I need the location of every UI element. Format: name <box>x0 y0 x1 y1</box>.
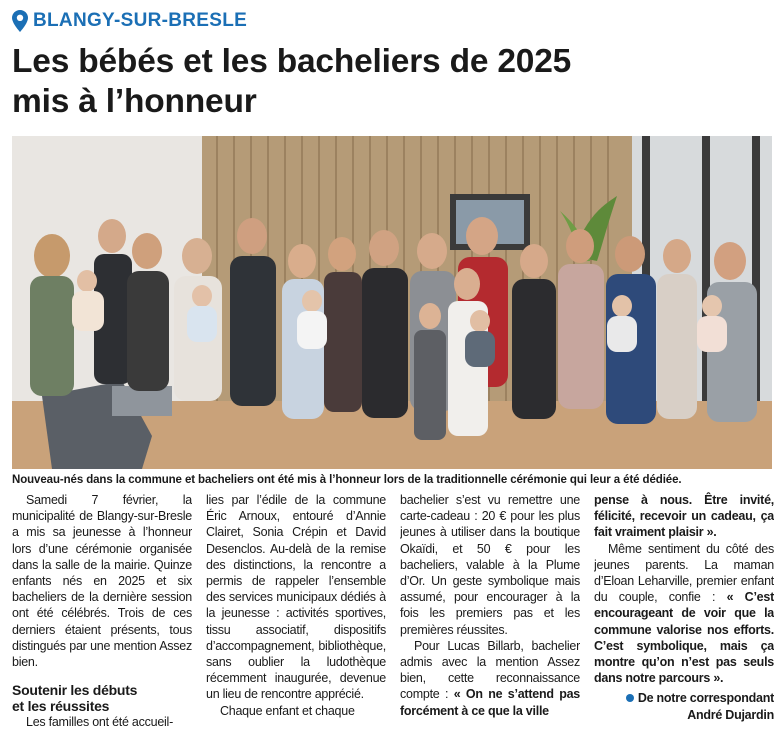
bullet-icon <box>626 694 634 702</box>
photo-caption: Nouveau-nés dans la commune et bacheliers ont été mis à l’honneur lors de la traditionnelle cérémonie qui leur a été dédiée. <box>12 474 682 486</box>
map-pin-icon <box>12 10 28 32</box>
quote: « On ne s’attend pas forcément à ce que la ville <box>400 687 580 718</box>
paragraph: Samedi 7 février, la municipalité de Blangy-sur-Bresle a mis sa jeunesse à l’honneur lors d’une cérémonie organisée dans la salle de la mairie. Quinze enfants nés en 2025 et six bacheliers de la dernière session ont été célébrés. Trois de ces derniers étaient présents, tous distingués par une mention Assez bien. <box>12 493 192 670</box>
paragraph <box>594 541 774 687</box>
article-column-4 <box>594 492 774 742</box>
subheading-line-2: et les réussites <box>12 698 110 715</box>
paragraph: Les familles ont été accueil- <box>26 715 173 730</box>
byline <box>594 690 774 722</box>
paragraph: Chaque enfant et chaque <box>220 703 355 718</box>
group-photo <box>12 136 772 469</box>
paragraph-text: Pour Lucas Billarb, bachelier admis avec la mention Assez bien, cette reconnaissance compte : <box>400 638 580 702</box>
article-body <box>12 492 774 742</box>
article-column-2 <box>206 492 386 742</box>
paragraph: lies par l’édile de la commune Éric Arnoux, entouré d’Annie Clairet, Sonia Crépin et David Desenclos. Au-delà de la remise des distinctions, la rencontre a permis de rappeler l’ensemble des services municipaux dédiés à la jeunesse : activités sportives, tissu associatif, dispositifs d’accompagnement, bibliothèque, sans oublier la ludothèque récemment inaugurée, devenue un lieu de rencontre apprécié. <box>206 493 386 702</box>
byline-author: André Dujardin <box>687 707 774 722</box>
byline-role: De notre correspondant <box>637 691 774 706</box>
quote: pense à nous. Être invité, félicité, recevoir un cadeau, ça fait vraiment plaisir ». <box>594 493 774 540</box>
quote: « C’est encourageant de voir que la commune valorise nos efforts. C’est symbolique, mais ça montre qu’on n’est pas seuls dans notre parcours ». <box>594 590 774 686</box>
location-label: BLANGY-SUR-BRESLE <box>33 10 248 31</box>
paragraph: bachelier s’est vu remettre une carte-cadeau : 20 € pour les plus jeunes à utiliser dans la boutique Okaïdi, et 50 € pour les bacheliers, valable à la Plume d’Or. Un geste symbolique mais assumé, pour encourager à la fois les premiers pas et les premières réussites. <box>400 493 580 637</box>
headline-line-2: mis à l’honneur <box>12 83 257 120</box>
subheading <box>12 682 192 714</box>
section-kicker <box>12 6 247 36</box>
headline-line-1: Les bébés et les bacheliers de 2025 <box>12 43 572 80</box>
paragraph <box>400 638 580 719</box>
group-photo-illustration <box>12 136 772 469</box>
paragraph-text: Même sentiment du côté des jeunes parents. La maman d’Eloan Leharville, premier enfant du couple, confie : <box>594 541 774 605</box>
article-column-3 <box>400 492 580 742</box>
article-column-1 <box>12 492 192 742</box>
headline <box>12 42 772 122</box>
subheading-line-1: Soutenir les débuts <box>12 682 138 699</box>
